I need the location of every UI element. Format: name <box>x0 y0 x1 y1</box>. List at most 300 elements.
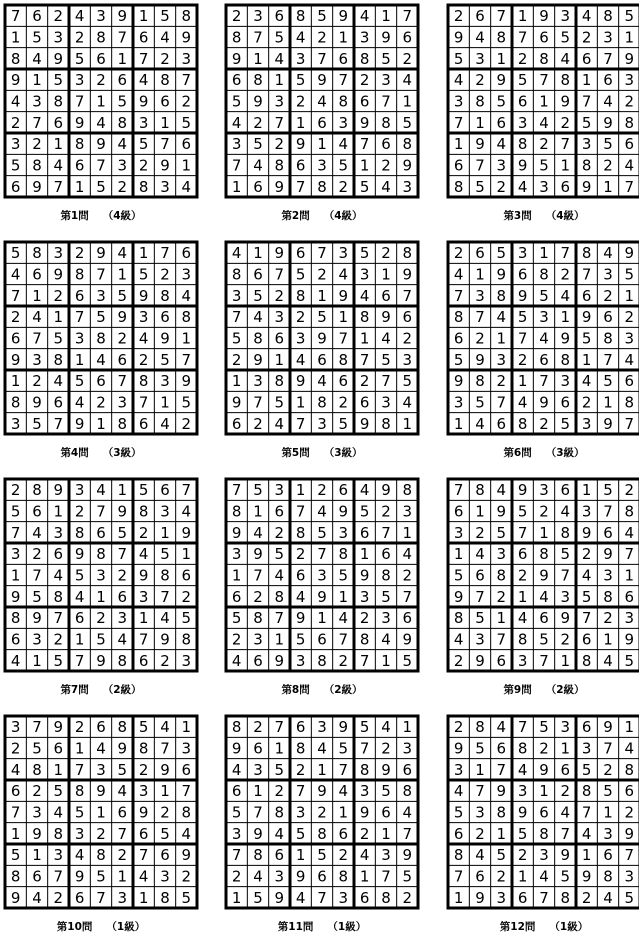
cell-digit: 1 <box>117 49 128 68</box>
cell-digit: 8 <box>231 502 242 521</box>
cell-digit: 5 <box>560 545 571 564</box>
cell-digit: 6 <box>496 739 507 758</box>
cell-digit: 7 <box>117 545 128 564</box>
cell-digit: 4 <box>231 244 242 263</box>
cell-digit: 3 <box>517 113 528 132</box>
cell-digit: 3 <box>624 71 635 90</box>
cell-digit: 4 <box>96 350 106 369</box>
puzzle-level: （3級） <box>102 447 142 459</box>
cell-digit: 1 <box>274 630 285 649</box>
cell-digit: 5 <box>138 265 149 284</box>
cell-digit: 7 <box>560 824 571 843</box>
cell-digit: 6 <box>381 286 391 305</box>
cell-digit: 5 <box>253 286 263 305</box>
cell-digit: 6 <box>539 28 549 47</box>
puzzle-level: （1級） <box>549 921 589 933</box>
cell-digit: 7 <box>402 7 413 26</box>
cell-digit: 4 <box>74 587 85 606</box>
cell-digit: 2 <box>496 372 507 391</box>
cell-digit: 6 <box>274 502 285 521</box>
cell-digit: 1 <box>539 92 549 111</box>
cell-digit: 3 <box>317 414 327 433</box>
cell-digit: 5 <box>517 308 528 327</box>
cell-digit: 9 <box>117 7 128 26</box>
cell-digit: 7 <box>624 545 635 564</box>
cell-digit: 1 <box>496 329 507 348</box>
cell-digit: 2 <box>160 803 170 822</box>
cell-digit: 9 <box>96 244 106 263</box>
cell-digit: 8 <box>32 481 42 500</box>
puzzle-number: 第6問 <box>503 447 532 459</box>
cell-digit: 9 <box>517 481 528 500</box>
cell-digit: 1 <box>381 824 391 843</box>
cell-digit: 7 <box>96 502 106 521</box>
cell-digit: 6 <box>74 888 85 907</box>
cell-digit: 4 <box>539 587 549 606</box>
cell-digit: 4 <box>496 135 507 154</box>
cell-digit: 9 <box>231 393 242 412</box>
cell-digit: 4 <box>359 286 370 305</box>
cell-digit: 3 <box>160 372 170 391</box>
cell-digit: 2 <box>517 49 528 68</box>
cell-digit: 6 <box>560 481 571 500</box>
cell-digit: 9 <box>338 7 349 26</box>
cell-digit: 3 <box>117 156 128 175</box>
cell-digit: 7 <box>96 888 106 907</box>
cell-digit: 2 <box>181 414 192 433</box>
cell-digit: 7 <box>10 803 21 822</box>
cell-digit: 1 <box>317 760 327 779</box>
sudoku-puzzle-4 <box>3 240 199 459</box>
cell-digit: 7 <box>295 782 306 801</box>
puzzle-caption <box>446 445 639 460</box>
cell-digit: 6 <box>117 587 128 606</box>
cell-digit: 8 <box>402 481 413 500</box>
cell-digit: 6 <box>317 113 327 132</box>
cell-digit: 7 <box>359 135 370 154</box>
cell-digit: 3 <box>53 244 64 263</box>
cell-digit: 5 <box>117 286 128 305</box>
cell-digit: 5 <box>74 372 85 391</box>
cell-digit: 6 <box>317 350 327 369</box>
cell-digit: 8 <box>624 393 635 412</box>
cell-digit: 9 <box>160 760 170 779</box>
cell-digit: 2 <box>453 7 464 26</box>
cell-digit: 6 <box>496 113 507 132</box>
cell-digit: 2 <box>359 71 370 90</box>
cell-digit: 1 <box>295 393 306 412</box>
cell-digit: 7 <box>317 545 327 564</box>
puzzle-number: 第8問 <box>281 684 310 696</box>
cell-digit: 2 <box>359 609 370 628</box>
cell-digit: 8 <box>74 265 85 284</box>
cell-digit: 1 <box>231 177 242 196</box>
cell-digit: 5 <box>32 587 42 606</box>
cell-digit: 5 <box>274 28 285 47</box>
cell-digit: 6 <box>74 156 85 175</box>
cell-digit: 2 <box>295 308 306 327</box>
cell-digit: 7 <box>117 824 128 843</box>
cell-digit: 1 <box>96 414 106 433</box>
cell-digit: 6 <box>32 502 42 521</box>
cell-digit: 8 <box>295 286 306 305</box>
cell-digit: 8 <box>53 92 64 111</box>
cell-digit: 8 <box>53 587 64 606</box>
cell-digit: 3 <box>539 481 549 500</box>
cell-digit: 4 <box>581 566 592 585</box>
cell-digit: 3 <box>603 265 613 284</box>
cell-digit: 9 <box>560 846 571 865</box>
cell-digit: 7 <box>74 308 85 327</box>
cell-digit: 7 <box>517 28 528 47</box>
cell-digit: 3 <box>453 760 464 779</box>
cell-digit: 5 <box>624 651 635 670</box>
cell-digit: 8 <box>231 28 242 47</box>
cell-digit: 8 <box>32 244 42 263</box>
cell-digit: 4 <box>274 566 285 585</box>
cell-digit: 3 <box>581 135 592 154</box>
cell-digit: 3 <box>560 372 571 391</box>
sudoku-puzzle-12 <box>446 714 639 933</box>
cell-digit: 3 <box>603 28 613 47</box>
cell-digit: 8 <box>338 545 349 564</box>
cell-digit: 5 <box>402 867 413 886</box>
cell-digit: 2 <box>253 587 263 606</box>
cell-digit: 7 <box>475 782 485 801</box>
cell-digit: 5 <box>53 329 64 348</box>
cell-digit: 9 <box>560 609 571 628</box>
puzzle-number: 第1問 <box>60 210 89 222</box>
cell-digit: 9 <box>10 350 21 369</box>
cell-digit: 5 <box>160 7 170 26</box>
cell-digit: 1 <box>581 350 592 369</box>
cell-digit: 5 <box>381 587 391 606</box>
cell-digit: 5 <box>74 566 85 585</box>
cell-digit: 8 <box>138 739 149 758</box>
cell-digit: 4 <box>317 92 327 111</box>
cell-digit: 9 <box>517 286 528 305</box>
cell-digit: 8 <box>560 71 571 90</box>
cell-digit: 8 <box>74 782 85 801</box>
cell-digit: 4 <box>539 329 549 348</box>
cell-digit: 5 <box>496 846 507 865</box>
cell-digit: 7 <box>517 329 528 348</box>
cell-digit: 6 <box>53 393 64 412</box>
cell-digit: 4 <box>496 718 507 737</box>
cell-digit: 1 <box>496 609 507 628</box>
cell-digit: 6 <box>539 803 549 822</box>
cell-digit: 9 <box>32 177 42 196</box>
cell-digit: 3 <box>475 49 485 68</box>
cell-digit: 2 <box>624 92 635 111</box>
cell-digit: 4 <box>231 113 242 132</box>
cell-digit: 3 <box>274 867 285 886</box>
cell-digit: 3 <box>624 867 635 886</box>
cell-digit: 2 <box>496 587 507 606</box>
cell-digit: 5 <box>475 739 485 758</box>
cell-digit: 2 <box>295 760 306 779</box>
cell-digit: 2 <box>581 888 592 907</box>
cell-digit: 8 <box>402 135 413 154</box>
cell-digit: 5 <box>359 718 370 737</box>
cell-digit: 3 <box>181 265 192 284</box>
cell-digit: 4 <box>338 609 349 628</box>
cell-digit: 8 <box>231 265 242 284</box>
cell-digit: 4 <box>32 523 42 542</box>
cell-digit: 2 <box>381 156 391 175</box>
cell-digit: 1 <box>295 846 306 865</box>
cell-digit: 7 <box>338 71 349 90</box>
sudoku-grid <box>446 240 639 436</box>
cell-digit: 6 <box>32 265 42 284</box>
cell-digit: 1 <box>338 308 349 327</box>
cell-digit: 4 <box>624 350 635 369</box>
cell-digit: 1 <box>539 244 549 263</box>
cell-digit: 9 <box>475 888 485 907</box>
cell-digit: 3 <box>317 718 327 737</box>
cell-digit: 9 <box>274 244 285 263</box>
cell-digit: 4 <box>253 867 263 886</box>
cell-digit: 6 <box>253 651 263 670</box>
cell-digit: 5 <box>160 545 170 564</box>
cell-digit: 7 <box>117 28 128 47</box>
cell-digit: 7 <box>560 566 571 585</box>
cell-digit: 8 <box>581 782 592 801</box>
cell-digit: 5 <box>475 393 485 412</box>
cell-digit: 6 <box>338 481 349 500</box>
cell-digit: 2 <box>138 350 149 369</box>
cell-digit: 4 <box>181 502 192 521</box>
cell-digit: 3 <box>231 286 242 305</box>
cell-digit: 2 <box>453 651 464 670</box>
cell-digit: 9 <box>10 888 21 907</box>
cell-digit: 4 <box>496 308 507 327</box>
cell-digit: 5 <box>560 28 571 47</box>
cell-digit: 1 <box>475 265 485 284</box>
cell-digit: 7 <box>338 329 349 348</box>
cell-digit: 5 <box>359 244 370 263</box>
cell-digit: 1 <box>359 545 370 564</box>
cell-digit: 5 <box>539 286 549 305</box>
sudoku-grid <box>224 477 420 673</box>
cell-digit: 8 <box>32 156 42 175</box>
cell-digit: 1 <box>539 782 549 801</box>
puzzle-caption <box>446 682 639 697</box>
cell-digit: 6 <box>539 350 549 369</box>
cell-digit: 5 <box>32 414 42 433</box>
cell-digit: 1 <box>117 265 128 284</box>
cell-digit: 6 <box>453 329 464 348</box>
cell-digit: 3 <box>160 502 170 521</box>
cell-digit: 9 <box>359 566 370 585</box>
cell-digit: 5 <box>359 502 370 521</box>
cell-digit: 3 <box>338 523 349 542</box>
cell-digit: 6 <box>96 49 106 68</box>
cell-digit: 9 <box>453 739 464 758</box>
cell-digit: 1 <box>181 329 192 348</box>
cell-digit: 4 <box>181 286 192 305</box>
cell-digit: 7 <box>317 49 327 68</box>
cell-digit: 6 <box>453 156 464 175</box>
cell-digit: 7 <box>32 113 42 132</box>
cell-digit: 1 <box>74 630 85 649</box>
cell-digit: 9 <box>295 372 306 391</box>
cell-digit: 7 <box>53 177 64 196</box>
cell-digit: 3 <box>32 803 42 822</box>
cell-digit: 3 <box>117 888 128 907</box>
cell-digit: 3 <box>295 329 306 348</box>
cell-digit: 7 <box>603 49 613 68</box>
cell-digit: 1 <box>402 718 413 737</box>
cell-digit: 5 <box>253 481 263 500</box>
cell-digit: 4 <box>402 545 413 564</box>
cell-digit: 7 <box>317 244 327 263</box>
cell-digit: 9 <box>32 824 42 843</box>
cell-digit: 8 <box>231 718 242 737</box>
cell-digit: 6 <box>603 308 613 327</box>
cell-digit: 7 <box>402 286 413 305</box>
cell-digit: 6 <box>117 71 128 90</box>
cell-digit: 4 <box>253 523 263 542</box>
cell-digit: 5 <box>624 265 635 284</box>
cell-digit: 9 <box>253 350 263 369</box>
cell-digit: 8 <box>475 481 485 500</box>
cell-digit: 8 <box>53 824 64 843</box>
cell-digit: 9 <box>581 867 592 886</box>
cell-digit: 8 <box>117 113 128 132</box>
cell-digit: 3 <box>96 566 106 585</box>
cell-digit: 5 <box>453 49 464 68</box>
cell-digit: 4 <box>96 739 106 758</box>
cell-digit: 3 <box>138 587 149 606</box>
cell-digit: 9 <box>581 308 592 327</box>
cell-digit: 4 <box>475 545 485 564</box>
cell-digit: 1 <box>253 782 263 801</box>
sudoku-puzzle-1 <box>3 3 199 222</box>
cell-digit: 5 <box>10 846 21 865</box>
cell-digit: 2 <box>539 739 549 758</box>
puzzle-number: 第9問 <box>503 684 532 696</box>
cell-digit: 7 <box>231 156 242 175</box>
cell-digit: 3 <box>74 481 85 500</box>
cell-digit: 3 <box>402 177 413 196</box>
cell-digit: 1 <box>517 587 528 606</box>
cell-digit: 3 <box>74 824 85 843</box>
cell-digit: 2 <box>560 113 571 132</box>
cell-digit: 1 <box>10 28 21 47</box>
cell-digit: 9 <box>117 739 128 758</box>
cell-digit: 5 <box>381 350 391 369</box>
sudoku-puzzle-7 <box>3 477 199 696</box>
cell-digit: 7 <box>274 609 285 628</box>
cell-digit: 2 <box>475 523 485 542</box>
cell-digit: 4 <box>453 630 464 649</box>
cell-digit: 5 <box>453 350 464 369</box>
cell-digit: 7 <box>181 481 192 500</box>
cell-digit: 8 <box>138 502 149 521</box>
cell-digit: 7 <box>181 71 192 90</box>
cell-digit: 8 <box>517 630 528 649</box>
cell-digit: 5 <box>517 502 528 521</box>
cell-digit: 3 <box>231 135 242 154</box>
cell-digit: 6 <box>53 545 64 564</box>
cell-digit: 1 <box>295 113 306 132</box>
cell-digit: 3 <box>624 609 635 628</box>
cell-digit: 5 <box>402 372 413 391</box>
cell-digit: 5 <box>475 609 485 628</box>
cell-digit: 6 <box>231 782 242 801</box>
cell-digit: 9 <box>338 502 349 521</box>
cell-digit: 7 <box>253 803 263 822</box>
cell-digit: 5 <box>317 7 327 26</box>
cell-digit: 2 <box>231 7 242 26</box>
sudoku-puzzle-9 <box>446 477 639 696</box>
cell-digit: 5 <box>560 414 571 433</box>
cell-digit: 5 <box>581 760 592 779</box>
cell-digit: 6 <box>317 867 327 886</box>
cell-digit: 4 <box>603 888 613 907</box>
cell-digit: 9 <box>138 803 149 822</box>
cell-digit: 4 <box>624 739 635 758</box>
cell-digit: 7 <box>32 329 42 348</box>
cell-digit: 3 <box>517 782 528 801</box>
cell-digit: 3 <box>295 651 306 670</box>
cell-digit: 5 <box>181 393 192 412</box>
cell-digit: 3 <box>381 609 391 628</box>
cell-digit: 9 <box>453 28 464 47</box>
cell-digit: 5 <box>295 630 306 649</box>
cell-digit: 9 <box>317 71 327 90</box>
cell-digit: 6 <box>253 739 263 758</box>
cell-digit: 6 <box>317 630 327 649</box>
cell-digit: 4 <box>359 481 370 500</box>
cell-digit: 5 <box>253 888 263 907</box>
cell-digit: 5 <box>359 177 370 196</box>
cell-digit: 7 <box>496 393 507 412</box>
cell-digit: 5 <box>581 587 592 606</box>
cell-digit: 5 <box>53 651 64 670</box>
cell-digit: 4 <box>560 49 571 68</box>
sudoku-puzzle-11 <box>224 714 420 933</box>
cell-digit: 2 <box>517 566 528 585</box>
cell-digit: 1 <box>181 718 192 737</box>
cell-digit: 7 <box>10 286 21 305</box>
cell-digit: 2 <box>581 393 592 412</box>
cell-digit: 6 <box>338 824 349 843</box>
cell-digit: 7 <box>338 760 349 779</box>
cell-digit: 6 <box>581 49 592 68</box>
cell-digit: 6 <box>624 782 635 801</box>
cell-digit: 3 <box>10 545 21 564</box>
cell-digit: 5 <box>160 350 170 369</box>
cell-digit: 5 <box>138 718 149 737</box>
cell-digit: 4 <box>475 28 485 47</box>
cell-digit: 9 <box>274 177 285 196</box>
cell-digit: 7 <box>624 177 635 196</box>
cell-digit: 6 <box>560 177 571 196</box>
cell-digit: 5 <box>338 156 349 175</box>
cell-digit: 1 <box>160 393 170 412</box>
cell-digit: 9 <box>624 244 635 263</box>
cell-digit: 7 <box>160 739 170 758</box>
cell-digit: 5 <box>274 760 285 779</box>
cell-digit: 9 <box>96 651 106 670</box>
cell-digit: 7 <box>231 308 242 327</box>
cell-digit: 3 <box>96 760 106 779</box>
cell-digit: 8 <box>539 49 549 68</box>
cell-digit: 1 <box>317 609 327 628</box>
cell-digit: 3 <box>181 739 192 758</box>
